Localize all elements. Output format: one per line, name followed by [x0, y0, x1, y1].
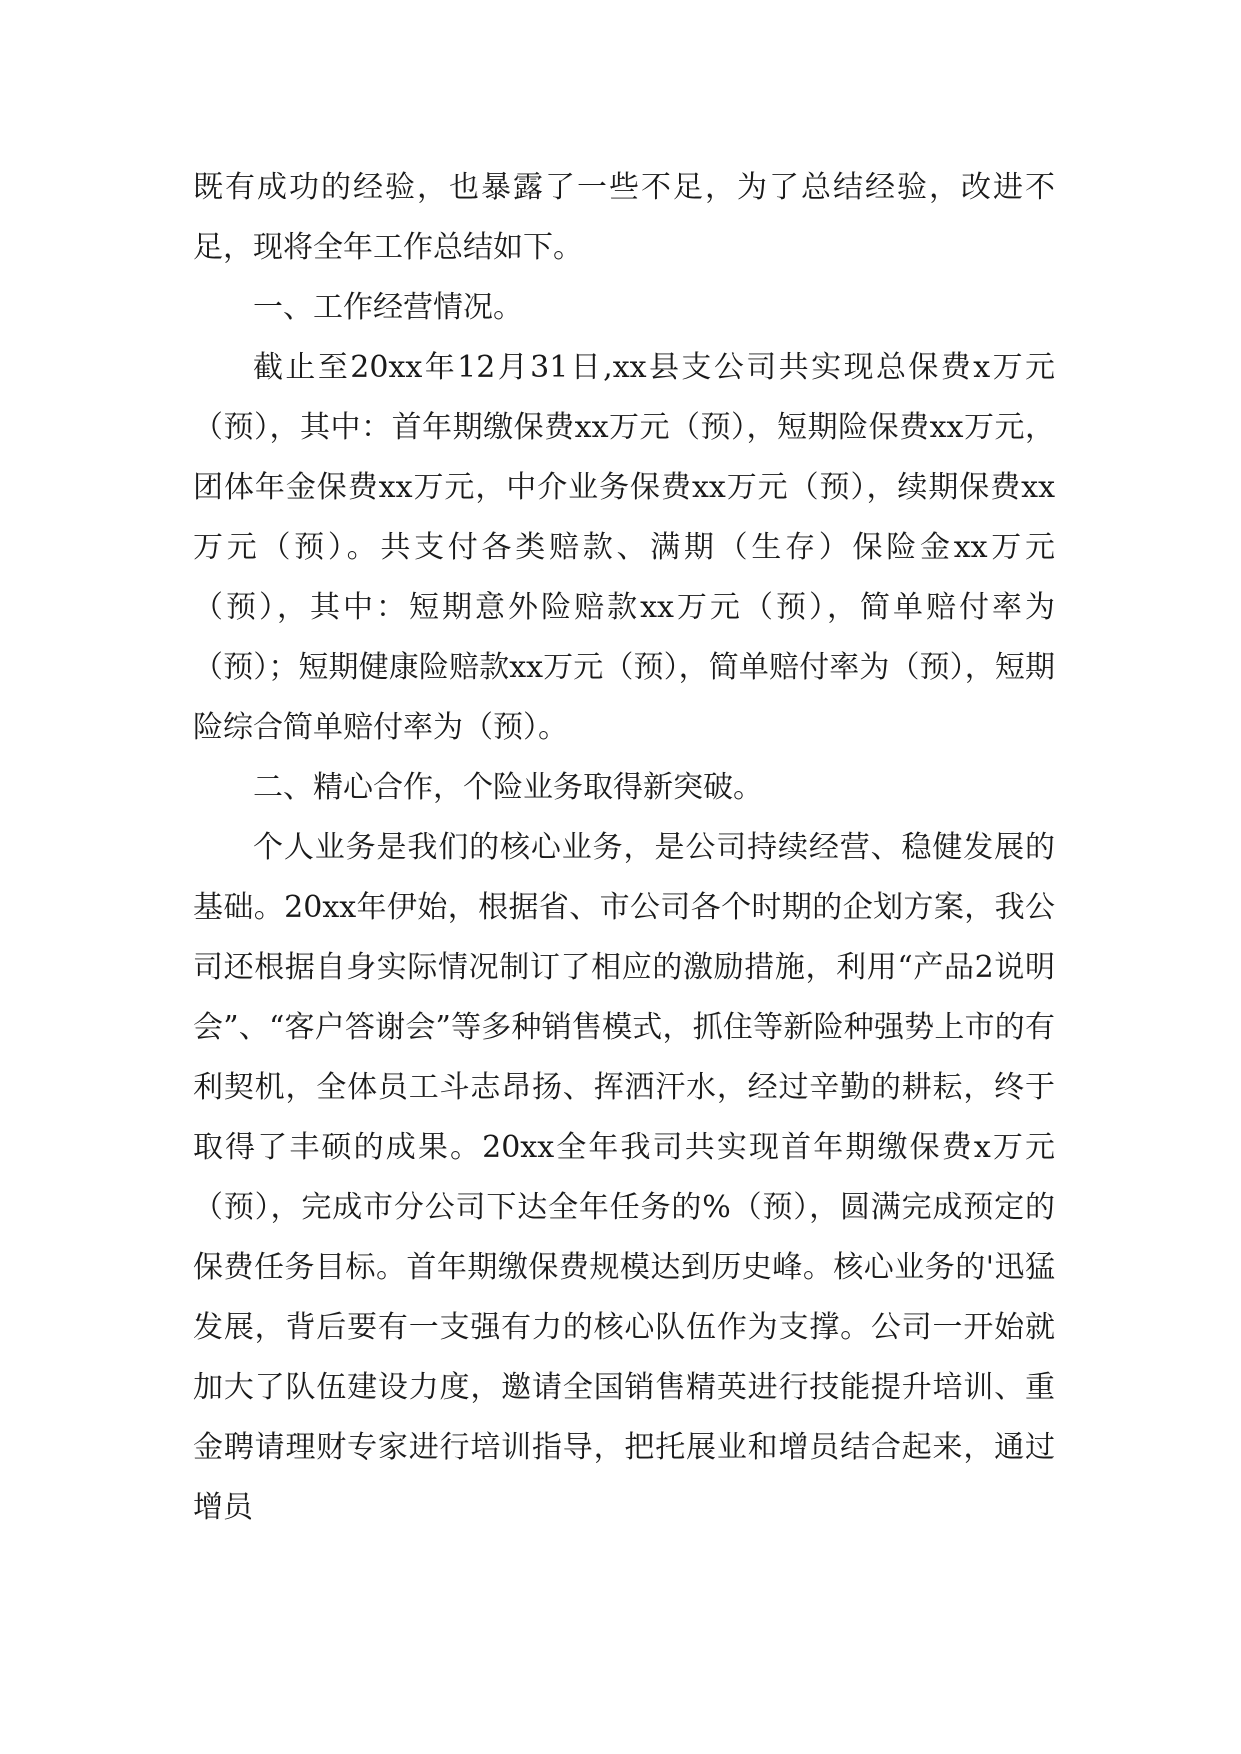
paragraph-intro-continuation: 既有成功的经验，也暴露了一些不足，为了总结经验，改进不足，现将全年工作总结如下。: [193, 170, 1055, 265]
section-heading-1: 一、工作经营情况。: [253, 290, 523, 325]
paragraph-individual-business: 个人业务是我们的核心业务，是公司持续经营、稳健发展的基础。20xx年伊始，根据省、市公司各个时期的企划方案，我公司还根据自身实际情况制订了相应的激励措施，利用“产品2说明会”、“客户答谢会”等多种销售模式，抓住等新险种强势上市的有利契机，全体员工斗志昂扬、挥洒汗水，经过辛勤的耕耘，终于取得了丰硕的成果。20xx全年我司共实现首年期缴保费x万元（预），完成市分公司下达全年任务的%（预），圆满完成预定的保费任务目标。首年期缴保费规模达到历史峰。核心业务的'迅猛发展，背后要有一支强有力的核心队伍作为支撑。公司一开始就加大了队伍建设力度，邀请全国销售精英进行技能提升培训、重金聘请理财专家进行培训指导，把托展业和增员结合起来，通过增员: [193, 830, 1055, 1525]
paragraph-business-summary: 截止至20xx年12月31日,xx县支公司共实现总保费x万元（预），其中：首年期缴保费xx万元（预），短期险保费xx万元，团体年金保费xx万元，中介业务保费xx万元（预），续期保费xx万元（预）。共支付各类赔款、满期（生存）保险金xx万元（预），其中：短期意外险赔款xx万元（预），简单赔付率为（预）；短期健康险赔款xx万元（预），简单赔付率为（预），短期险综合简单赔付率为（预）。: [193, 350, 1055, 745]
section-heading-2: 二、精心合作，个险业务取得新突破。: [253, 770, 763, 805]
document-body: [193, 158, 1055, 1538]
